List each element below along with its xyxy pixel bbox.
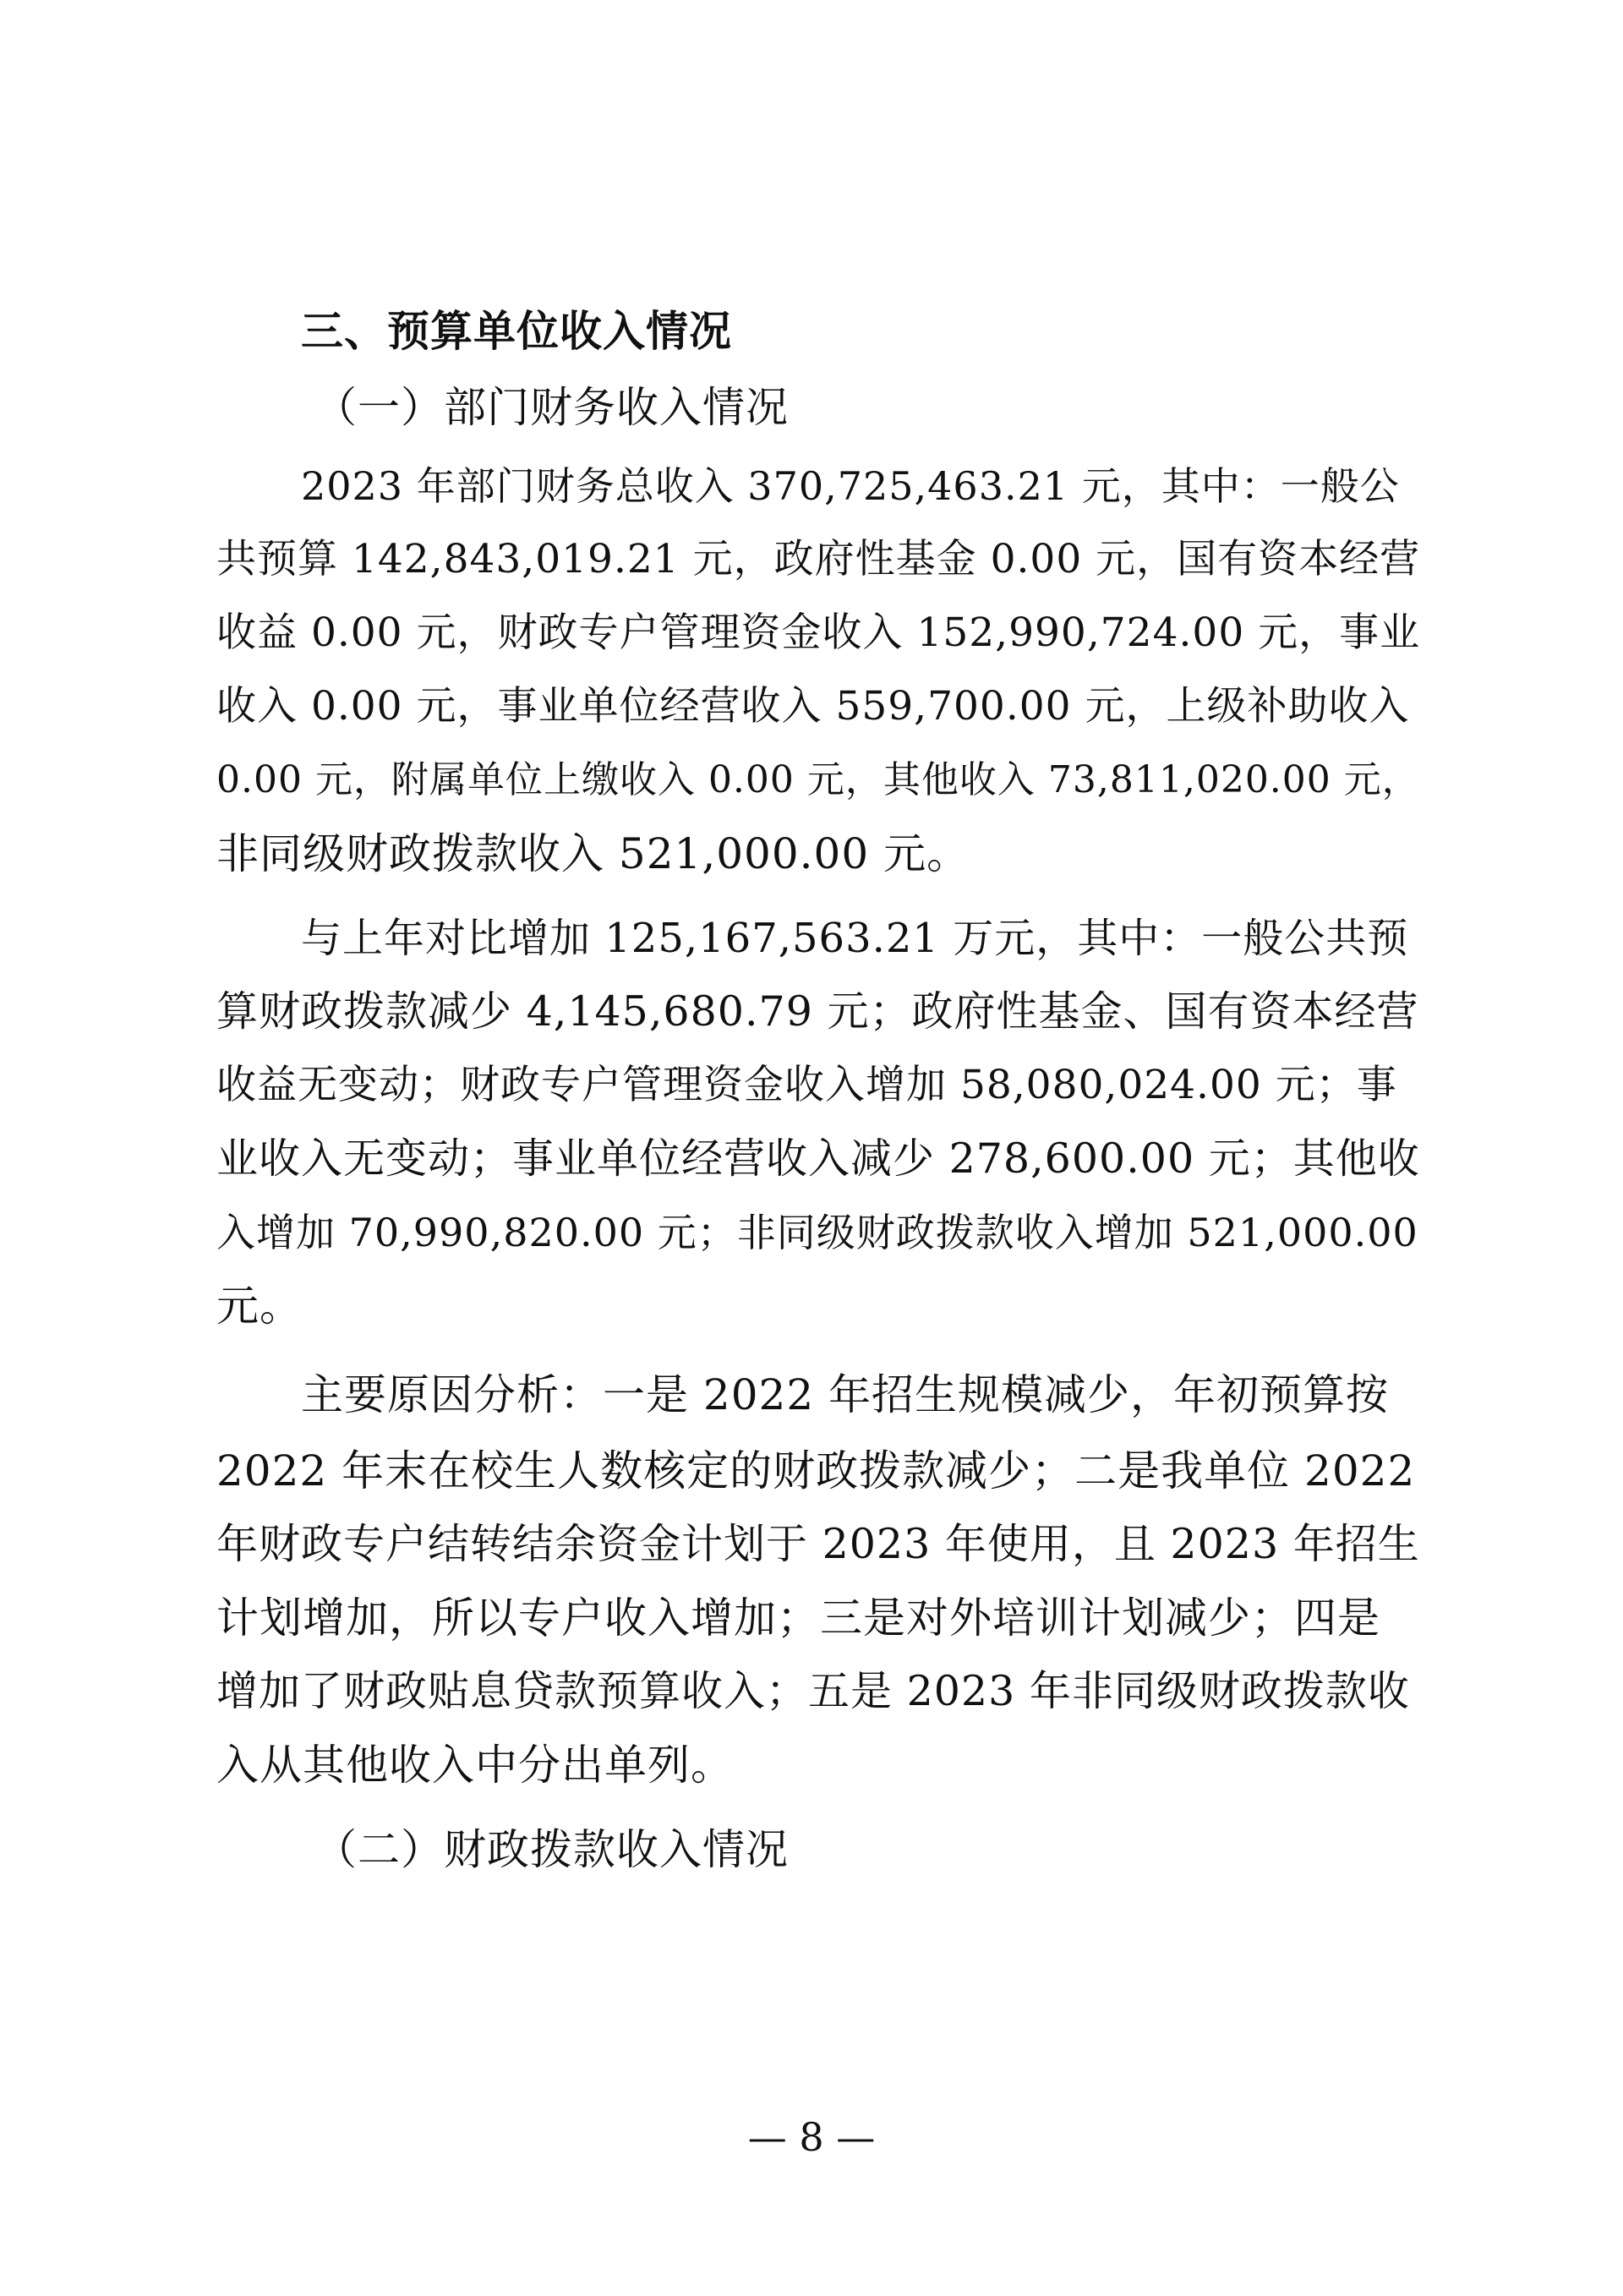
paragraph-line: 主要原因分析：一是 2022 年招生规模减少，年初预算按 — [301, 1370, 1390, 1419]
paragraph-line: 非同级财政拨款收入 521,000.00 元。 — [216, 829, 970, 878]
paragraph-line: 业收入无变动；事业单位经营收入减少 278,600.00 元；其他收 — [216, 1134, 1420, 1183]
paragraph-line: 共预算 142,843,019.21 元，政府性基金 0.00 元，国有资本经营 — [216, 536, 1421, 582]
subsection-heading-1: （一）部门财务收入情况 — [314, 383, 789, 432]
paragraph-line: 0.00 元，附属单位上缴收入 0.00 元，其他收入 73,811,020.00 元， — [216, 758, 1420, 801]
paragraph-line: 增加了财政贴息贷款预算收入；五是 2023 年非同级财政拨款收 — [216, 1667, 1410, 1715]
paragraph-line: 与上年对比增加 125,167,563.21 万元，其中：一般公共预 — [301, 915, 1409, 962]
paragraph-line: 年财政专户结转结余资金计划于 2023 年使用，且 2023 年招生 — [216, 1520, 1420, 1568]
paragraph-line: 入增加 70,990,820.00 元；非同级财政拨款收入增加 521,000.00 — [216, 1210, 1418, 1255]
paragraph-line: 2023 年部门财务总收入 370,725,463.21 元，其中：一般公 — [301, 463, 1400, 509]
paragraph-line: 收益 0.00 元，财政专户管理资金收入 152,990,724.00 元，事业 — [216, 610, 1421, 656]
subsection-heading-2: （二）财政拨款收入情况 — [314, 1825, 789, 1874]
paragraph-line: 2022 年末在校生人数核定的财政拨款减少；二是我单位 2022 — [216, 1446, 1416, 1495]
paragraph-line: 算财政拨款减少 4,145,680.79 元；政府性基金、国有资本经营 — [216, 987, 1419, 1036]
paragraph-line: 元。 — [216, 1282, 303, 1331]
paragraph-line: 收益无变动；财政专户管理资金收入增加 58,080,024.00 元；事 — [216, 1062, 1397, 1108]
paragraph-line: 收入 0.00 元，事业单位经营收入 559,700.00 元，上级补助收入 — [216, 683, 1410, 730]
page-number: — 8 — — [747, 2114, 876, 2160]
paragraph-line: 入从其他收入中分出单列。 — [216, 1741, 734, 1790]
paragraph-line: 计划增加，所以专户收入增加；三是对外培训计划减少；四是 — [216, 1594, 1380, 1643]
section-heading: 三、预算单位收入情况 — [301, 307, 732, 356]
